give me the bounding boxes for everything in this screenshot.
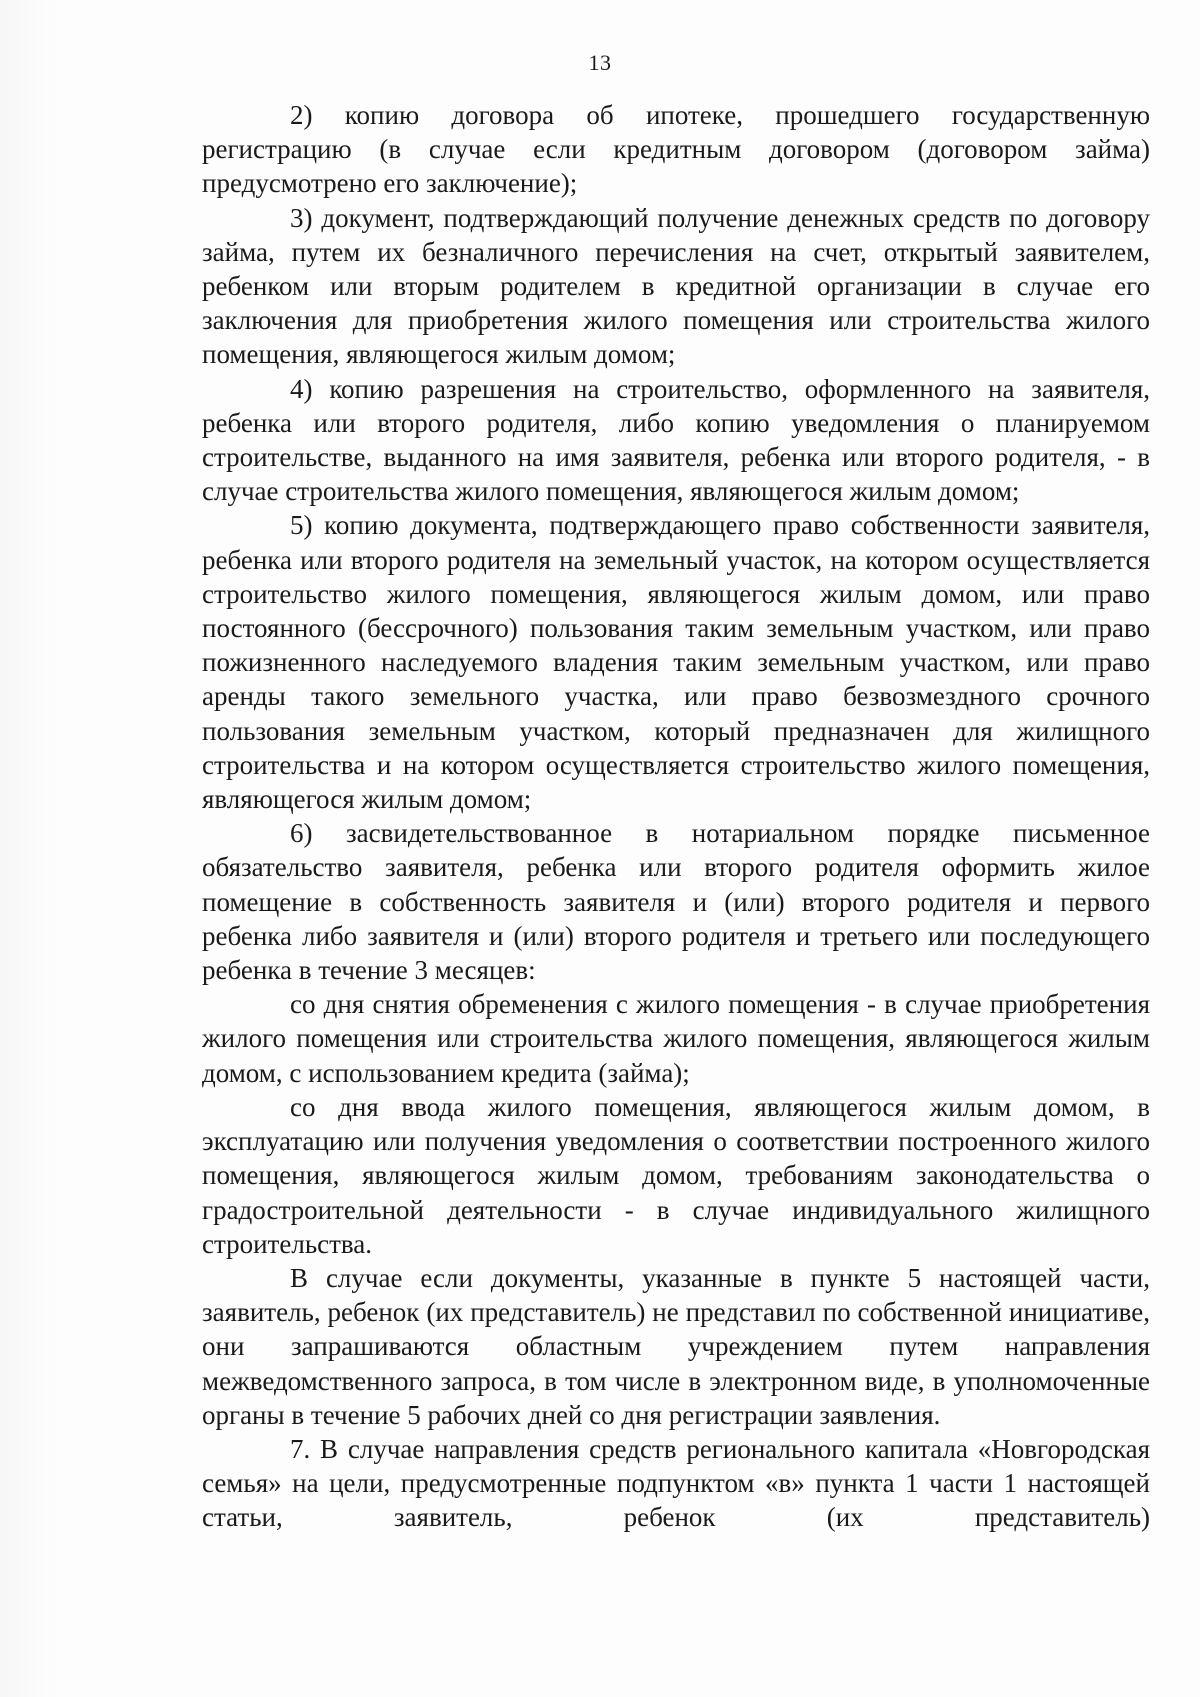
- paragraph-subitem-commissioning: со дня ввода жилого помещения, являющегося жилым домом, в эксплуатацию или получения уведомления о соответствии построенного жилого помещения, являющегося жилым домом, требованиям законодательства о градостроительной деятельности - в случае индивидуального жилищного строительства.: [202, 1091, 1150, 1259]
- scan-edge-shading: [0, 0, 60, 1697]
- paragraph-item-4: 4) копию разрешения на строительство, оформленного на заявителя, ребенка или второго родителя, либо копию уведомления о планируемом строительстве, выданного на имя заявителя, ребенка или второго родителя, - в случае строительства жилого помещения, являющегося жилым домом;: [202, 373, 1150, 507]
- paragraph-subitem-encumbrance: со дня снятия обременения с жилого помещения - в случае приобретения жилого помещения или строительства жилого помещения, являющегося жилым домом, с использованием кредита (займа);: [202, 989, 1150, 1088]
- paragraph-interagency-request: В случае если документы, указанные в пункте 5 настоящей части, заявитель, ребенок (их представитель) не представил по собственной инициативе, они запрашиваются областным учреждением путем направления межведомственного запроса, в том числе в электронном виде, в уполномоченные органы в течение 5 рабочих дней со дня регистрации заявления.: [202, 1262, 1150, 1430]
- document-body: [202, 98, 1150, 1535]
- paragraph-item-6: 6) засвидетельствованное в нотариальном порядке письменное обязательство заявителя, ребенка или второго родителя оформить жилое помещение в собственность заявителя и (или) второго родителя и первого ребенка либо заявителя и (или) второго родителя и третьего или последующего ребенка в течение 3 месяцев:: [202, 818, 1150, 986]
- paragraph-item-3: 3) документ, подтверждающий получение денежных средств по договору займа, путем их безналичного перечисления на счет, открытый заявителем, ребенком или вторым родителем в кредитной организации в случае его заключения для приобретения жилого помещения или строительства жилого помещения, являющегося жилым домом;: [202, 202, 1150, 370]
- paragraph-item-5: 5) копию документа, подтверждающего право собственности заявителя, ребенка или второго родителя на земельный участок, на котором осуществляется строительство жилого помещения, являющегося жилым домом, или право постоянного (бессрочного) пользования таким земельным участком, или право пожизненного наследуемого владения таким земельным участком, или право аренды такого земельного участка, или право безвозмездного срочного пользования земельным участком, который предназначен для жилищного строительства и на котором осуществляется строительство жилого помещения, являющегося жилым домом;: [202, 510, 1150, 815]
- paragraph-clause-7: 7. В случае направления средств регионального капитала «Новгородская семья» на цели, предусмотренные подпунктом «в» пункта 1 части 1 настоящей статьи, заявитель, ребенок (их представитель): [202, 1433, 1150, 1533]
- paragraph-item-2: 2) копию договора об ипотеке, прошедшего государственную регистрацию (в случае если кредитным договором (договором займа) предусмотрено его заключение);: [202, 100, 1150, 199]
- page-number: 13: [588, 50, 612, 75]
